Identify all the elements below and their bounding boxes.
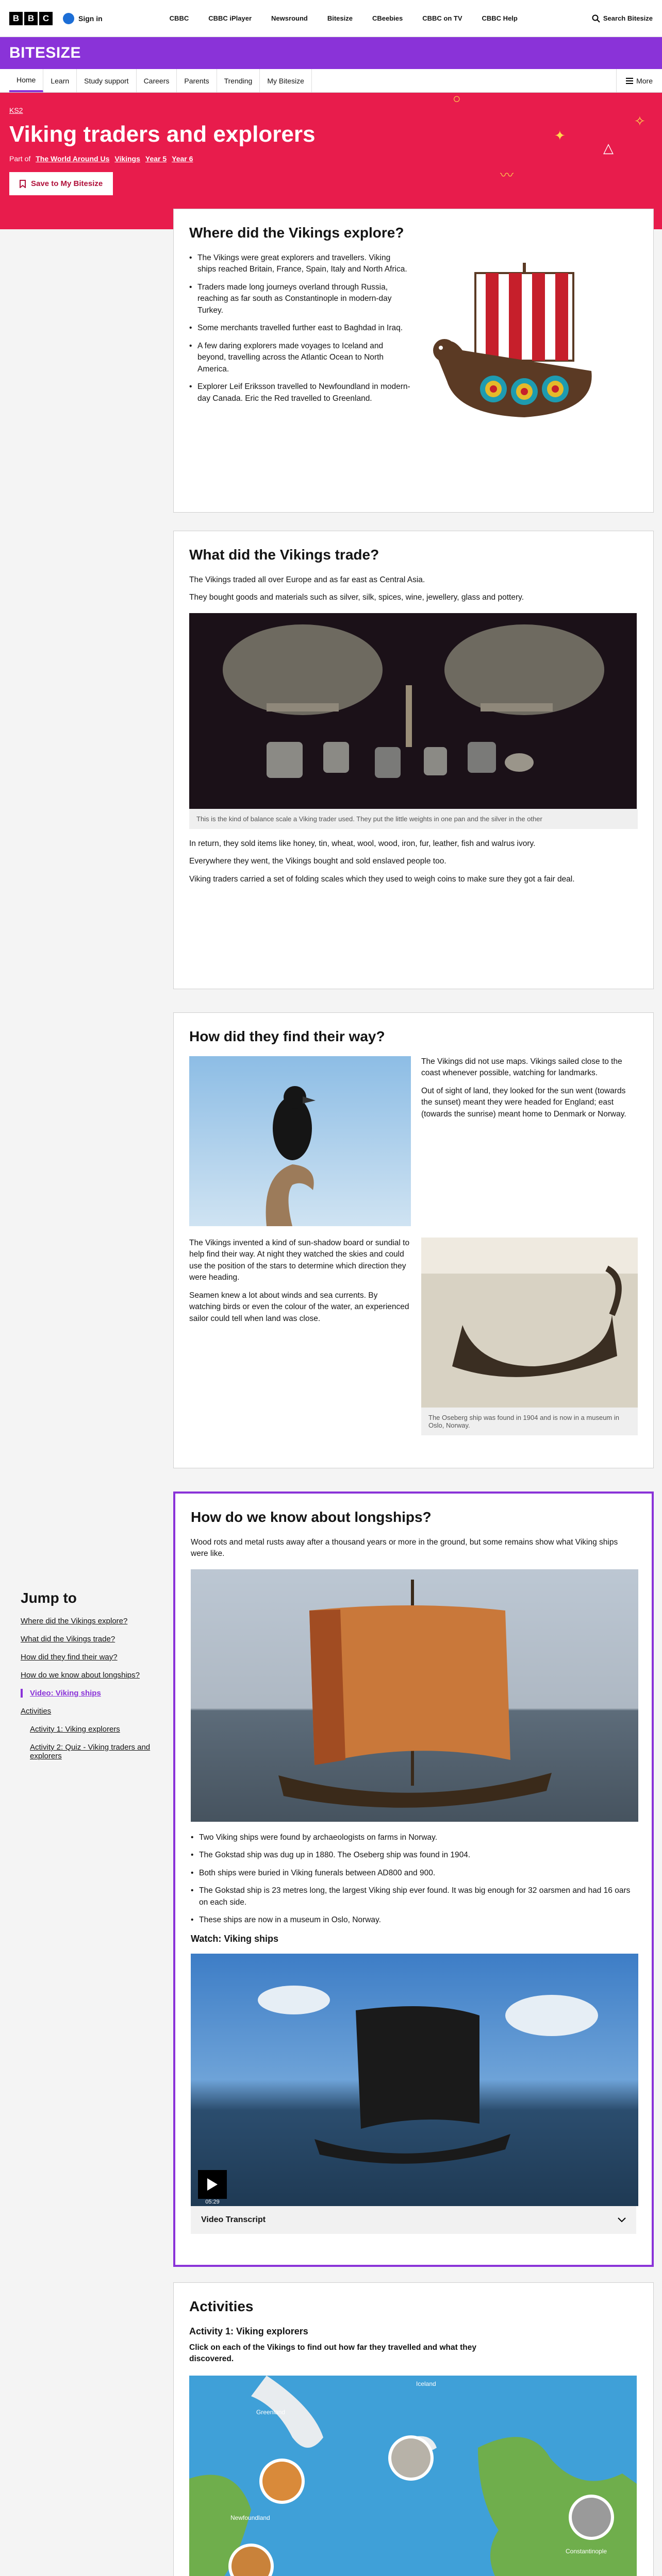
section-title: How do we know about longships? [191, 1509, 432, 1525]
explore-section [173, 209, 654, 513]
video-transcript-toggle[interactable] [191, 2206, 636, 2234]
image-caption: The Oseberg ship was found in 1904 and is now in a museum in Oslo, Norway. [421, 1408, 638, 1435]
star-decoration: ✧ [634, 113, 646, 129]
star-decoration: ✦ [554, 128, 566, 143]
list-item: • The Gokstad ship was dug up in 1880. The Oseberg ship was found in 1904. [191, 1850, 636, 1861]
trade-paragraph: In return, they sold items like honey, tin, wheat, wool, wood, iron, fur, leather, fish and walrus ivory. [189, 839, 536, 848]
video-duration: 05:29 [205, 2198, 220, 2205]
map-label-newfoundland: Newfoundland [230, 2514, 270, 2521]
activity-1-instructions: Click on each of the Vikings to find out how far they travelled and what they discovered. [189, 2343, 476, 2364]
chevron-down-icon [618, 2217, 626, 2223]
subnav-parents[interactable]: Parents [177, 69, 217, 92]
section-title: How did they find their way? [189, 1028, 385, 1044]
person-icon [63, 13, 74, 24]
jump-link-video[interactable]: Video: Viking ships [21, 1689, 175, 1698]
jump-link-trade[interactable]: What did the Vikings trade? [21, 1635, 115, 1643]
viking-explorers-map[interactable] [189, 2376, 637, 2576]
raven-photo [189, 1056, 411, 1226]
longships-list [191, 1832, 636, 1926]
nav-bitesize[interactable]: Bitesize [327, 14, 353, 22]
activity-1-title: Activity 1: Viking explorers [189, 2326, 308, 2336]
jump-link-activity-2[interactable]: Activity 2: Quiz - Viking traders and explorers [30, 1743, 151, 1760]
list-item: • Traders made long journeys overland through Russia, reaching as far south as Constantinople in modern-day Turkey. [189, 282, 411, 316]
video-heading: Watch: Viking ships [191, 1933, 279, 1944]
map-image [189, 2376, 637, 2576]
more-label: More [636, 76, 653, 85]
bitesize-logo[interactable]: BITESIZE [9, 44, 81, 61]
oseberg-ship-photo [421, 1238, 638, 1408]
list-item: • The Vikings were great explorers and travellers. Viking ships reached Britain, France, Spain, Italy and North Africa. [189, 252, 411, 276]
nav-cbeebies[interactable]: CBeebies [372, 14, 403, 22]
subnav-home[interactable]: Home [9, 69, 43, 92]
activities-section [173, 2282, 654, 2576]
logo-letter: B [24, 12, 38, 25]
jump-link-longships[interactable]: How do we know about longships? [21, 1671, 140, 1680]
way-paragraph: The Vikings invented a kind of sun-shadow board or sundial to help find their way. At night they watched the skies and could use the position of the stars to determine which direction they were heading. [189, 1239, 410, 1282]
zigzag-decoration: 〰 [500, 167, 514, 183]
jump-link-find-way[interactable]: How did they find their way? [21, 1653, 118, 1662]
subnav-my-bitesize[interactable]: My Bitesize [260, 69, 312, 92]
key-stage-link[interactable]: KS2 [9, 106, 23, 114]
part-of-label: Part of [9, 155, 31, 163]
section-title: What did the Vikings trade? [189, 547, 379, 563]
subnav-trending[interactable]: Trending [217, 69, 260, 92]
more-menu-button[interactable] [616, 69, 662, 92]
play-button[interactable] [198, 2170, 227, 2199]
nav-cbbc-on-tv[interactable]: CBBC on TV [422, 14, 462, 22]
page-title: Viking traders and explorers [9, 122, 316, 147]
nav-cbbc-iplayer[interactable]: CBBC iPlayer [208, 14, 252, 22]
jump-to-title: Jump to [21, 1590, 77, 1606]
breadcrumb-link[interactable]: Year 5 [145, 155, 167, 163]
save-to-my-bitesize-button[interactable] [9, 172, 113, 195]
global-header [0, 0, 662, 37]
trade-paragraph: Viking traders carried a set of folding scales which they used to weigh coins to make sure they got a fair deal. [189, 874, 575, 884]
map-label-iceland: Iceland [416, 2380, 436, 2387]
jump-link-activity-1[interactable]: Activity 1: Viking explorers [30, 1725, 120, 1734]
video-thumbnail [191, 1954, 638, 2206]
breadcrumb-link[interactable]: The World Around Us [36, 155, 110, 163]
bbc-logo[interactable] [9, 12, 53, 25]
way-paragraph: Out of sight of land, they looked for the sun went (towards the sunset) meant they were headed for England; east (towards the sunrise) meant home to Denmark or Norway. [421, 1086, 626, 1118]
breadcrumb-link[interactable]: Vikings [114, 155, 140, 163]
sign-in-label: Sign in [78, 14, 103, 23]
viking-ship-illustration [426, 252, 622, 422]
map-label-constantinople: Constantinople [566, 2547, 607, 2555]
oseberg-ship-image [421, 1238, 638, 1408]
trade-paragraph: They bought goods and materials such as silver, silk, spices, wine, jewellery, glass and pottery. [189, 593, 524, 602]
nav-cbbc-help[interactable]: CBBC Help [482, 14, 518, 22]
transcript-label: Video Transcript [201, 2215, 266, 2224]
scale-image [189, 613, 637, 809]
list-item: • A few daring explorers made voyages to Iceland and beyond, travelling across the Atlantic Ocean to North America. [189, 341, 411, 375]
sign-in-link[interactable] [63, 13, 103, 24]
logo-letter: B [9, 12, 23, 25]
nav-cbbc[interactable]: CBBC [169, 14, 189, 22]
subnav-study-support[interactable]: Study support [77, 69, 136, 92]
breadcrumb-link[interactable]: Year 6 [172, 155, 193, 163]
global-nav [170, 2, 518, 35]
list-item: • Both ships were buried in Viking funerals between AD800 and 900. [191, 1868, 636, 1879]
section-title: Where did the Vikings explore? [189, 225, 404, 241]
list-item: • Explorer Leif Eriksson travelled to Newfoundland in modern-day Canada. Eric the Red travelled to Greenland. [189, 381, 411, 404]
triangle-decoration: △ [603, 140, 614, 156]
longship-image [191, 1569, 638, 1822]
explore-list [189, 252, 411, 422]
trade-section [173, 531, 654, 989]
breadcrumb [9, 155, 653, 163]
image-caption: This is the kind of balance scale a Viking trader used. They put the little weights in one pan and the silver in the other [189, 809, 638, 829]
subnav-careers[interactable]: Careers [137, 69, 177, 92]
logo-letter: C [39, 12, 53, 25]
balance-scale-photo [189, 613, 637, 809]
save-label: Save to My Bitesize [31, 179, 103, 188]
bitesize-brand-bar [0, 37, 662, 69]
video-player[interactable] [191, 1954, 638, 2206]
list-item: • Some merchants travelled further east to Baghdad in Iraq. [189, 323, 411, 334]
bitesize-nav [0, 69, 662, 93]
longships-intro: Wood rots and metal rusts away after a thousand years or more in the ground, but some remains show what Viking ships were like. [191, 1538, 618, 1558]
way-paragraph: The Vikings did not use maps. Vikings sailed close to the coast whenever possible, watching for landmarks. [421, 1057, 622, 1078]
trade-paragraph: Everywhere they went, the Vikings bought and sold enslaved people too. [189, 857, 446, 866]
trade-paragraph: The Vikings traded all over Europe and as far east as Central Asia. [189, 575, 425, 584]
longships-section [173, 1492, 654, 2267]
circle-decoration: ○ [453, 93, 461, 106]
nav-newsround[interactable]: Newsround [271, 14, 308, 22]
way-paragraph: Seamen knew a lot about winds and sea currents. By watching birds or even the colour of the water, an experienced sailor could tell when land was close. [189, 1291, 409, 1323]
menu-icon [626, 78, 633, 84]
search-button[interactable] [592, 14, 653, 23]
map-label-greenland: Greenland [256, 2408, 286, 2416]
jump-link-activities[interactable]: Activities [21, 1707, 52, 1716]
list-item: • These ships are now in a museum in Oslo, Norway. [191, 1914, 636, 1926]
list-item: • Two Viking ships were found by archaeologists on farms in Norway. [191, 1832, 636, 1843]
play-icon [207, 2178, 218, 2191]
section-title: Activities [189, 2298, 254, 2314]
search-icon [592, 14, 600, 23]
search-label: Search Bitesize [603, 14, 653, 22]
longship-sail-photo [191, 1569, 638, 1822]
raven-image [189, 1056, 411, 1226]
find-way-section [173, 1012, 654, 1468]
list-item: • The Gokstad ship is 23 metres long, the largest Viking ship ever found. It was big enough for 32 oarsmen and had 16 oars on each side. [191, 1885, 636, 1908]
jump-link-explore[interactable]: Where did the Vikings explore? [21, 1617, 128, 1625]
jump-to-nav [21, 1590, 175, 1770]
bookmark-icon [20, 180, 26, 188]
subnav-learn[interactable]: Learn [43, 69, 77, 92]
